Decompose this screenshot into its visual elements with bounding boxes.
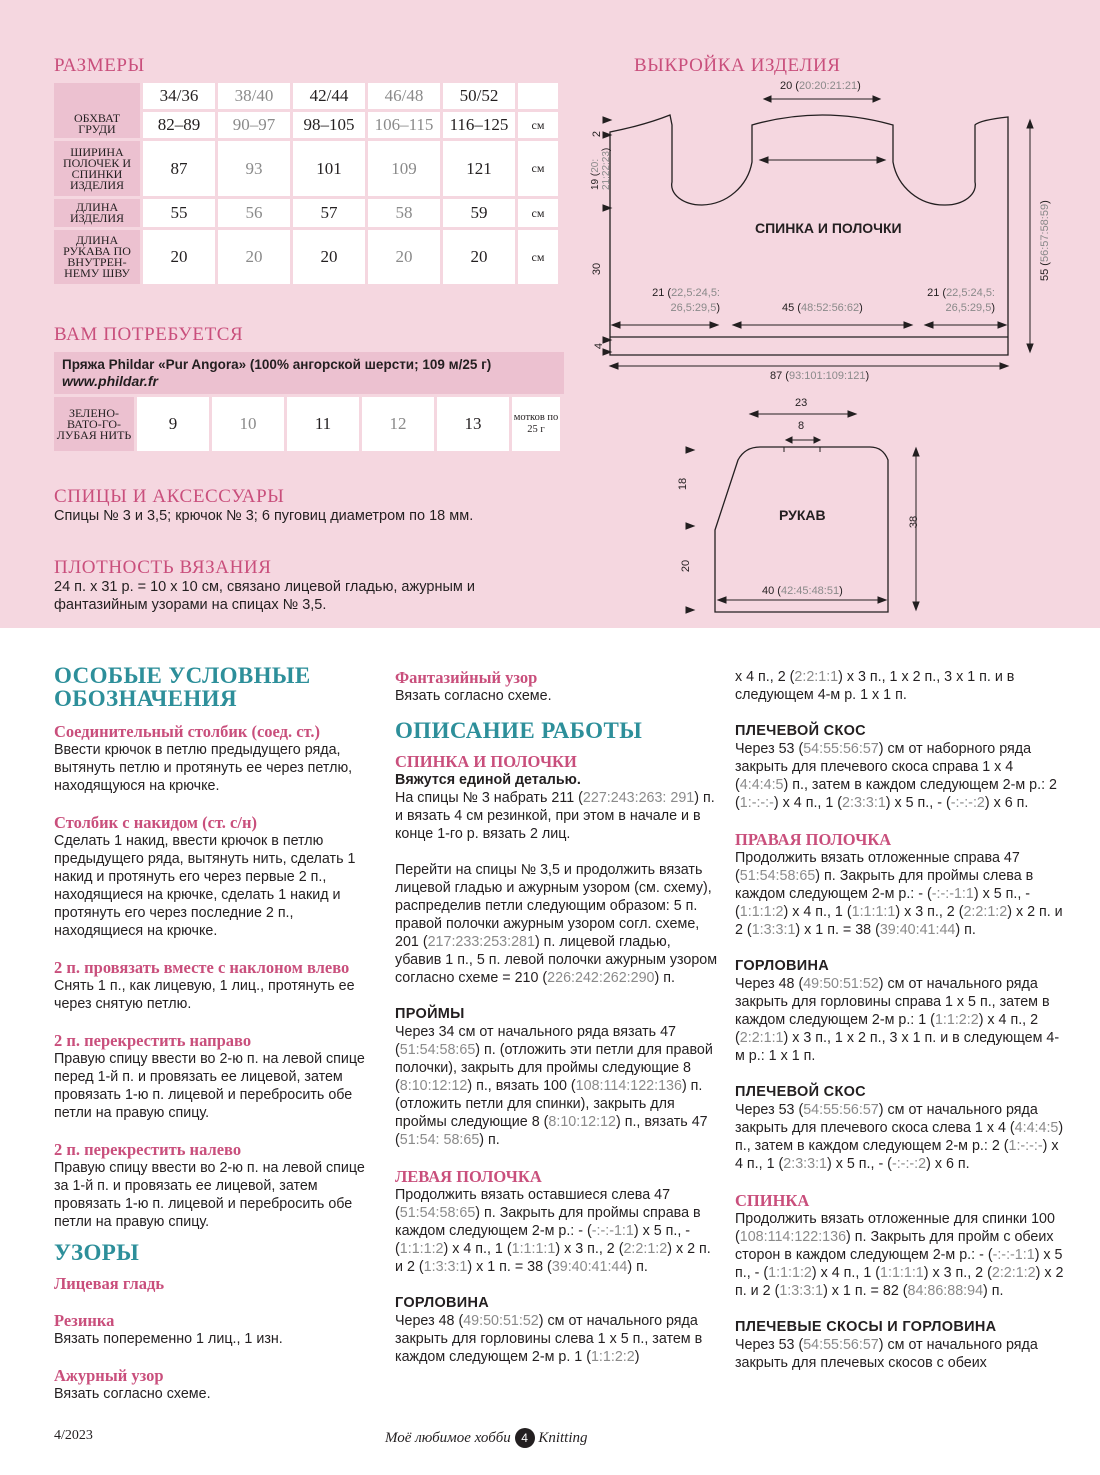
yarn-amount: 13	[437, 397, 509, 451]
subheading: 2 п. провязать вместе с наклоном влево	[54, 958, 350, 977]
gauge-title: ПЛОТНОСТЬ ВЯЗАНИЯ	[54, 557, 272, 578]
rib-label: 4	[593, 342, 606, 350]
subheading: ПРОЙМЫ	[395, 1006, 465, 1022]
paragraph: Через 53 (54:55:56:57) см от начального ряда закрыть для плечевых скосов с обеих	[735, 1337, 1038, 1371]
body-label: СПИНКА И ПОЛОЧКИ	[755, 220, 902, 236]
total-length-label: 55 (56:57:58:59)	[1039, 200, 1051, 281]
sizes-table	[51, 80, 561, 287]
body-length-label: 30	[591, 262, 604, 276]
sleeve-top-label: 23	[795, 397, 808, 409]
sleeve-value: 20	[218, 230, 290, 284]
shoulder-label: 2	[591, 130, 604, 138]
sleeve-value: 20	[293, 230, 365, 284]
width-value: 109	[368, 141, 440, 196]
width-value: 93	[218, 141, 290, 196]
column-3	[735, 668, 1065, 1372]
yarn-website: www.phildar.fr	[62, 373, 158, 389]
paragraph: Перейти на спицы № 3,5 и продолжить вязать лицевой гладью и ажурным узором (см. схему), распределив петли следующим образом: 5 п. правой полочки ажурным узором согл. схеме, 201 (217:233:253:281) п. лицевой гладью, убавив 1 п., 5 п. левой полочки ажурным узором согласно схеме = 210 (226:242:262:290) п.	[395, 862, 718, 986]
sleeve-value: 20	[368, 230, 440, 284]
column-2	[395, 668, 720, 1366]
width-value: 121	[443, 141, 515, 196]
paragraph: Продолжить вязать отложенные справа 47 (51:54:58:65) п. Закрыть для проймы слева в каждом следующем 2-м р.: - (-:-:-1:1) х 5 п., - (1:1:1:2) х 4 п., 1 (1:1:1:1) х 3 п., 2 (2:2:1:2) х 2 п. и 2 (1:3:3:1) х 1 п. = 38 (39:40:41:44) п.	[735, 850, 1063, 938]
subheading: ГОРЛОВИНА	[395, 1295, 490, 1311]
yarn-table	[51, 394, 563, 454]
yarn-amount: 10	[212, 397, 284, 451]
side-width-left: 21 (22,5:24,5: 26,5:29,5)	[652, 287, 720, 314]
paragraph: Вяжутся единой деталью.	[395, 772, 581, 788]
paragraph: Снять 1 п., как лицевую, 1 лиц., протянуть ее через снятую петлю.	[54, 978, 355, 1012]
subheading: Ажурный узор	[54, 1366, 164, 1385]
sleeve-value: 20	[143, 230, 215, 284]
patterns-title: УЗОРЫ	[54, 1240, 140, 1265]
yarn-amount: 9	[137, 397, 209, 451]
chest-value: 82–89	[143, 112, 215, 138]
column-1	[54, 664, 376, 1403]
paragraph: Через 48 (49:50:51:52) см от начального ряда закрыть для горловины слева 1 х 5 п., затем в каждом следующем 2-м р. 1 (1:1:2:2)	[395, 1313, 703, 1365]
paragraph: Через 48 (49:50:51:52) см от начального ряда закрыть для горловины справа 1 х 5 п., затем в каждом следующем 2-м р.: 1 (1:1:2:2) х 4 п., 2 (2:2:1:1) х 3 п., 1 х 2 п., 3 х 1 п. и в следующем 4-м р.: 1 х 1 п.	[735, 976, 1060, 1064]
subheading: Столбик с накидом (ст. с/н)	[54, 813, 257, 832]
paragraph: Вязать согласно схеме.	[395, 688, 552, 704]
sleeve-cap-label: 18	[677, 477, 690, 491]
unit: см	[518, 112, 558, 138]
armhole-depth-label: 19 (20: 21:22:23)	[590, 147, 612, 190]
yarn-color-label: ЗЕЛЕНО-ВАТО-ГО-ЛУБАЯ НИТЬ	[54, 397, 134, 451]
neck-width-label: 20 (20:20:21:21)	[780, 80, 861, 92]
size-header: 38/40	[218, 83, 290, 109]
paragraph: На спицы № 3 набрать 211 (227:243:263: 291) п. и вязать 4 см резинкой, при этом в начале и в конце 1-го р. вязать 2 лиц.	[395, 790, 715, 842]
subheading: Соединительный столбик (соед. ст.)	[54, 722, 321, 741]
unit: см	[518, 141, 558, 196]
size-header: 42/44	[293, 83, 365, 109]
center-width-label: 45 (48:52:56:62)	[782, 302, 863, 314]
total-width-label: 87 (93:101:109:121)	[770, 370, 870, 382]
unit: см	[518, 199, 558, 227]
width-value: 87	[143, 141, 215, 196]
paragraph: Через 53 (54:55:56:57) см от наборного ряда закрыть для плечевого скоса справа 1 х 4 (4:4:4:5) п., затем в каждом следующем 2-м р.: 2 (1:-:-:-) х 4 п., 1 (2:3:3:1) х 5 п., - (-:-:-:2) х 6 п.	[735, 741, 1057, 811]
subheading: ПРАВАЯ ПОЛОЧКА	[735, 830, 892, 849]
sleeve-width-label: 40 (42:45:48:51)	[762, 585, 843, 597]
sleeve-total-label: 38	[908, 515, 921, 529]
yarn-amount: 11	[287, 397, 359, 451]
length-value: 56	[218, 199, 290, 227]
subheading: СПИНКА И ПОЛОЧКИ	[395, 752, 577, 771]
subheading: ПЛЕЧЕВОЙ СКОС	[735, 1084, 866, 1100]
paragraph: Правую спицу ввести во 2-ю п. на левой спице за 1-й п. и провязать ее лицевой, затем провязать 1-ю п. лицевой и перебросить обе петли на правую спицу.	[54, 1160, 365, 1230]
sizes-title: РАЗМЕРЫ	[54, 55, 145, 76]
subheading: Резинка	[54, 1311, 115, 1330]
paragraph: х 4 п., 2 (2:2:1:1) х 3 п., 1 х 2 п., 3 х 1 п. и в следующем 4-м р. 1 х 1 п.	[735, 669, 1015, 703]
sleeve-lower-label: 20	[680, 559, 693, 573]
sleeve-value: 20	[443, 230, 515, 284]
need-title: ВАМ ПОТРЕБУЕТСЯ	[54, 324, 244, 345]
needles-text: Спицы № 3 и 3,5; крючок № 3; 6 пуговиц диаметром по 18 мм.	[54, 508, 474, 524]
needles-title: СПИЦЫ И АКСЕССУАРЫ	[54, 486, 285, 507]
row-label: ДЛИНА РУКАВА ПО ВНУТРЕН-НЕМУ ШВУ	[54, 230, 140, 284]
subheading: Фантазийный узор	[395, 668, 538, 687]
subheading: 2 п. перекрестить налево	[54, 1140, 242, 1159]
length-value: 59	[443, 199, 515, 227]
issue-badge: 4	[515, 1428, 535, 1448]
row-label: ОБХВАТ ГРУДИ	[54, 83, 140, 138]
subheading: ПЛЕЧЕВЫЕ СКОСЫ И ГОРЛОВИНА	[735, 1319, 997, 1335]
yarn-text: Пряжа Phildar «Pur Angora» (100% ангорской шерсти; 109 м/25 г)	[62, 357, 492, 372]
paragraph: Продолжить вязать оставшиеся слева 47 (51:54:58:65) п. Закрыть для проймы справа в каждом следующем 2-м р.: - (-:-:-1:1) х 5 п., - (1:1:1:2) х 4 п., 1 (1:1:1:1) х 3 п., 2 (2:2:1:2) х 2 п. и 2 (1:3:3:1) х 1 п. = 38 (39:40:41:44) п.	[395, 1187, 711, 1275]
chest-value: 116–125	[443, 112, 515, 138]
subheading: ГОРЛОВИНА	[735, 958, 830, 974]
empty-cell	[518, 83, 558, 109]
pattern-diagram	[580, 55, 1050, 620]
unit: см	[518, 230, 558, 284]
magazine-footer: Моё любимое хобби 4 Knitting	[385, 1430, 588, 1446]
paragraph: Правую спицу ввести во 2-ю п. на левой спице перед 1-й п. и провязать ее лицевой, затем провязать 1-ю п. лицевой и перебросить обе петли на правую спицу.	[54, 1051, 365, 1121]
subheading: Лицевая гладь	[54, 1274, 165, 1293]
yarn-description	[54, 352, 564, 394]
chest-value: 106–115	[368, 112, 440, 138]
gauge-text: 24 п. х 31 р. = 10 х 10 см, связано лицевой гладью, ажурным и фантазийным узорами на спицах № 3,5.	[54, 579, 475, 613]
work-description-title: ОПИСАНИЕ РАБОТЫ	[395, 718, 643, 743]
subheading: СПИНКА	[735, 1191, 810, 1210]
paragraph: Продолжить вязать отложенные для спинки 100 (108:114:122:136) п. Закрыть для пройм с обеих сторон в каждом следующем 2-м р.: - (-:-:-1:1) х 5 п., - (1:1:1:2) х 4 п., 1 (1:1:1:1) х 3 п., 2 (2:2:1:2) х 2 п. и 2 (1:3:3:1) х 1 п. = 82 (84:86:88:94) п.	[735, 1211, 1064, 1299]
special-symbols-title: ОСОБЫЕ УСЛОВНЫЕ ОБОЗНАЧЕНИЯ	[54, 663, 311, 711]
length-value: 57	[293, 199, 365, 227]
paragraph: Ввести крючок в петлю предыдущего ряда, вытянуть петлю и протянуть ее через петлю, находящуюся на крючке.	[54, 742, 353, 794]
pattern-title: ВЫКРОЙКА ИЗДЕЛИЯ	[634, 55, 841, 76]
row-label: ШИРИНА ПОЛОЧЕК И СПИНКИ ИЗДЕЛИЯ	[54, 141, 140, 196]
chest-value: 98–105	[293, 112, 365, 138]
yarn-unit: мотков по 25 г	[512, 397, 560, 451]
length-value: 55	[143, 199, 215, 227]
size-header: 50/52	[443, 83, 515, 109]
chest-value: 90–97	[218, 112, 290, 138]
paragraph: Вязать попеременно 1 лиц., 1 изн.	[54, 1331, 283, 1347]
side-width-right: 21 (22,5:24,5: 26,5:29,5)	[927, 287, 995, 314]
row-label: ДЛИНА ИЗДЕЛИЯ	[54, 199, 140, 227]
paragraph: Вязать согласно схеме.	[54, 1386, 211, 1402]
subheading: 2 п. перекрестить направо	[54, 1031, 252, 1050]
paragraph: Через 34 см от начального ряда вязать 47 (51:54:58:65) п. (отложить эти петли для правой полочки), закрыть для проймы следующие 8 (8:10:12:12) п., вязать 100 (108:114:122:136) п. (отложить петли для спинки), закрыть для проймы следующие 8 (8:10:12:12) п., вязать 47 (51:54: 58:65) п.	[395, 1024, 713, 1148]
sleeve-label: РУКАВ	[779, 507, 826, 523]
width-value: 101	[293, 141, 365, 196]
issue-number: 4/2023	[54, 1428, 93, 1443]
paragraph: Через 53 (54:55:56:57) см от начального ряда закрыть для плечевого скоса слева 1 х 4 (4:4:4:5) п., затем в каждом следующем 2-м р.: 2 (1:-:-:-) х 4 п., 1 (2:3:3:1) х 5 п., - (-:-:-:2) х 6 п.	[735, 1102, 1064, 1172]
size-header: 34/36	[143, 83, 215, 109]
sleeve-mid-label: 8	[798, 420, 805, 432]
length-value: 58	[368, 199, 440, 227]
paragraph: Сделать 1 накид, ввести крючок в петлю предыдущего ряда, вытянуть нить, сделать 1 накид и протянуть его через первые 2 п., находящиеся на крючке, сделать 1 накид и протянуть его через последние 2 п., находящиеся на крючке.	[54, 833, 356, 939]
subheading: ЛЕВАЯ ПОЛОЧКА	[395, 1167, 542, 1186]
subheading: ПЛЕЧЕВОЙ СКОС	[735, 723, 866, 739]
yarn-amount: 12	[362, 397, 434, 451]
size-header: 46/48	[368, 83, 440, 109]
